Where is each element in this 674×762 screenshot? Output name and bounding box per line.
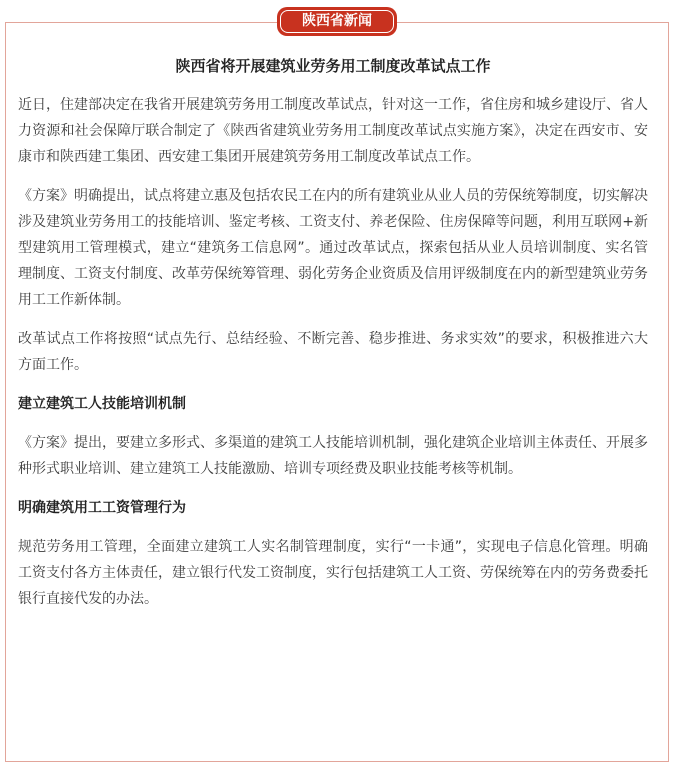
section-tag-label: 陕西省新闻 (280, 10, 394, 33)
section-heading: 建立建筑工人技能培训机制 (18, 396, 186, 412)
section-tag (277, 7, 397, 36)
section-paragraph: 《方案》提出，要建立多形式、多渠道的建筑工人技能培训机制，强化建筑企业培训主体责任、开展多种形式职业培训、建立建筑工人技能激励、培训专项经费及职业技能考核等机制。 (18, 435, 648, 477)
article-content (18, 54, 648, 625)
section-heading: 明确建筑用工工资管理行为 (18, 500, 186, 516)
article-paragraph: 改革试点工作将按照“试点先行、总结经验、不断完善、稳步推进、务求实效”的要求，积极推进六大方面工作。 (18, 331, 648, 373)
article-title: 陕西省将开展建筑业劳务用工制度改革试点工作 (175, 57, 491, 75)
section-paragraph: 规范劳务用工管理，全面建立建筑工人实名制管理制度，实行“一卡通”，实现电子信息化管理。明确工资支付各方主体责任，建立银行代发工资制度，实行包括建筑工人工资、劳保统筹在内的劳务费委托银行直接代发的办法。 (18, 539, 648, 607)
article-paragraph: 近日，住建部决定在我省开展建筑劳务用工制度改革试点，针对这一工作，省住房和城乡建设厅、省人力资源和社会保障厅联合制定了《陕西省建筑业劳务用工制度改革试点实施方案》，决定在西安市、安康市和陕西建工集团、西安建工集团开展建筑劳务用工制度改革试点工作。 (18, 97, 648, 165)
article-paragraph: 《方案》明确提出，试点将建立惠及包括农民工在内的所有建筑业从业人员的劳保统筹制度，切实解决涉及建筑业劳务用工的技能培训、鉴定考核、工资支付、养老保险、住房保障等问题，利用互联网+新型建筑用工管理模式，建立“建筑务工信息网”。通过改革试点，探索包括从业人员培训制度、实名管理制度、工资支付制度、改革劳保统筹管理、弱化劳务企业资质及信用评级制度在内的新型建筑业劳务用工工作新体制。 (18, 188, 648, 308)
